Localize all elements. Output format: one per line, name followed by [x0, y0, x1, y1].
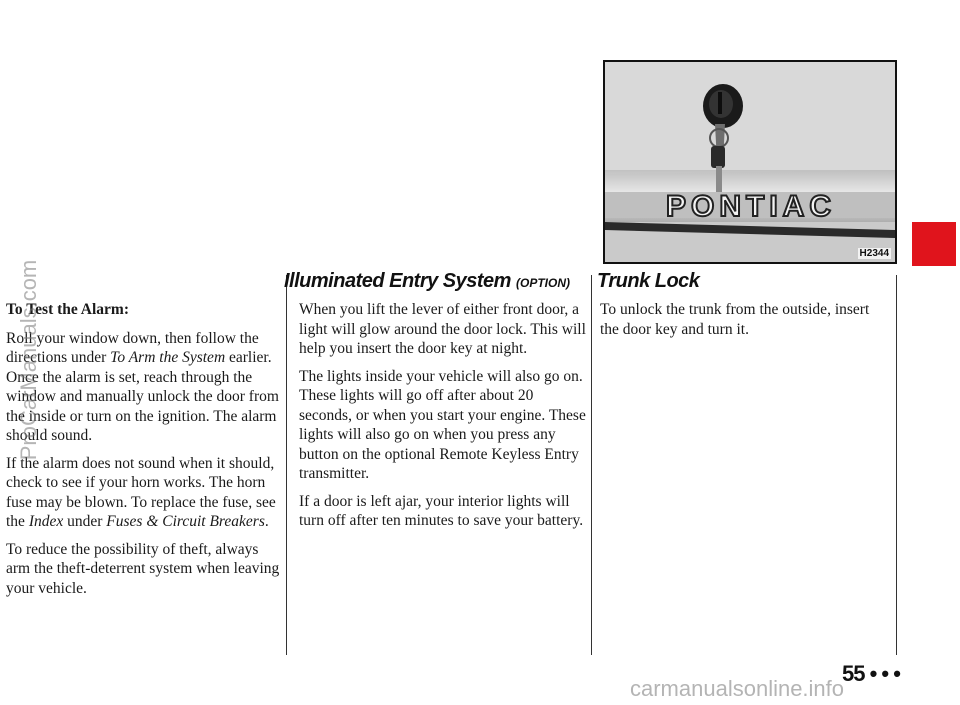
emphasis-fuses-circuit-breakers: Fuses & Circuit Breakers — [106, 513, 265, 530]
emphasis-index: Index — [28, 513, 64, 530]
heading-trunk-lock: Trunk Lock — [597, 270, 700, 292]
paragraph-unlock-trunk: To unlock the trunk from the outside, insert the door key and turn it. — [600, 301, 870, 338]
paragraph-door-ajar: If a door is left ajar, your interior lights will turn off after ten minutes to save your battery. — [299, 492, 584, 529]
text: under — [63, 513, 107, 530]
page-number: 55 • • • — [842, 661, 900, 686]
text: . — [264, 513, 269, 530]
watermark-side: ProCarManuals.com — [16, 259, 41, 461]
text: If the alarm does not sound when it should, check to see if your horn works. The horn fuse may be blown. To replace the fuse, see the — [6, 454, 276, 530]
paragraph-test-steps — [6, 329, 284, 446]
column-divider — [591, 275, 592, 655]
column-divider — [286, 275, 287, 655]
paragraph-horn-fuse — [6, 454, 284, 532]
heading-illuminated-entry — [284, 270, 570, 293]
subheading-test-alarm: To Test the Alarm: — [6, 301, 130, 318]
column-test-alarm — [6, 300, 284, 606]
trunk-lock-illustration — [605, 62, 895, 262]
trunk-lock-photo — [603, 60, 897, 264]
column-divider — [896, 275, 897, 655]
brand-lettering: PONTIAC — [666, 190, 836, 223]
text: earlier. Once the alarm is set, reach through the window and manually unlock the door from the inside or turn on the ignition. The alarm should sound. — [6, 349, 279, 444]
paragraph-reduce-theft: To reduce the possibility of theft, always arm the theft-deterrent system when leaving your vehicle. — [6, 540, 280, 597]
emphasis-to-arm-system: To Arm the System — [110, 349, 226, 366]
paragraph-lever-light: When you lift the lever of either front door, a light will glow around the door lock. This will help you insert the door key at night. — [299, 301, 586, 357]
column-illuminated-entry — [299, 300, 587, 539]
watermark-bottom: carmanualsonline.info — [630, 676, 845, 701]
heading-option-tag: (OPTION) — [516, 276, 571, 290]
paragraph-interior-lights: The lights inside your vehicle will also go on. These lights will go off after about 20 seconds, or when you start your engine. These lights will also go on when you press any button on the optional Remote Keyless Entry transmitter. — [299, 367, 586, 482]
text: Roll your window down, then follow the directions under — [6, 329, 259, 366]
heading-text: Illuminated Entry System — [284, 270, 517, 292]
column-trunk-lock — [600, 300, 890, 347]
figure-code: H2344 — [859, 248, 889, 259]
section-tab-marker — [912, 222, 956, 266]
